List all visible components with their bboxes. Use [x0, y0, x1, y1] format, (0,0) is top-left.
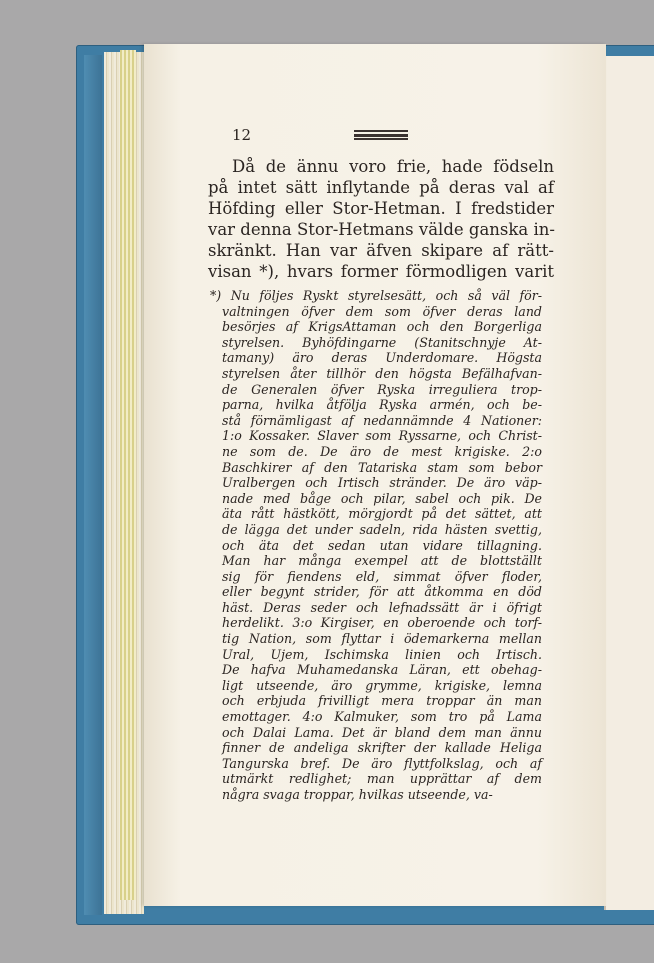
footnote-line: de lägga det under sadeln, rida hästen svettig,	[222, 521, 542, 537]
footnote-line: utmärkt redlighet; man upprättar af dem	[222, 771, 542, 787]
text-line: Då de ännu voro frie, hade födseln	[232, 157, 554, 176]
footnote-line: Tangurska bref. De äro flyttfolkslag, och af	[222, 755, 542, 771]
footnote-line: emottager. 4:o Kalmuker, som tro på Lama	[222, 709, 542, 725]
footnote-line: De hafva Muhamedanska Läran, ett obehag-	[222, 662, 542, 678]
footnote-line: finner de andeliga skrifter der kallade Heliga	[222, 740, 542, 756]
footnote-line: och Dalai Lama. Det är bland dem man ännu	[222, 724, 542, 740]
footnote-line: besörjes af KrigsAttaman och den Borgerliga	[222, 319, 542, 335]
footnote-line: tig Nation, som flyttar i ödemarkerna mellan	[222, 631, 542, 647]
text-line: skränkt. Han var äfven skipare af rätt-	[208, 241, 554, 260]
page-number: 12	[232, 126, 252, 144]
footnote-line: parna, hvilka åtfölja Ryska armén, och be-	[222, 397, 542, 413]
footnote-line: Uralbergen och Irtisch stränder. De äro väp-	[222, 475, 542, 491]
footnote-line: eller begynt strider, för att åtkomma en död	[222, 584, 542, 600]
header-ornament-rule	[354, 130, 408, 140]
footnote-line: valtningen öfver dem som öfver deras land	[222, 303, 542, 319]
footnote-line: häst. Deras seder och lefnadssätt är i öfrigt	[222, 599, 542, 615]
footnote-line: de Generalen öfver Ryska irreguliera trop-	[222, 381, 542, 397]
footnote-line: några svaga troppar, hvilkas utseende, va-	[222, 787, 493, 802]
footnote-line: stå förnämligast af nedannämnde 4 Nationer:	[222, 412, 542, 428]
main-paragraph	[208, 156, 554, 282]
footnote-line: ligt utseende, äro grymme, krigiske, lemna	[222, 677, 542, 693]
footnote-line: nade med båge och pilar, sabel och pik. De	[222, 490, 542, 506]
footnote-line: äta rått hästkött, mörgjordt på det sättet, att	[222, 506, 542, 522]
colored-page-edges	[120, 50, 136, 900]
book-spine-edge	[84, 55, 102, 915]
text-line: på intet sätt inflytande på deras val af	[208, 178, 554, 197]
footnote-line: sig för fiendens eld, simmat öfver floder,	[222, 568, 542, 584]
footnote-line: styrelsen åter tillhör den högsta Befälhafvan-	[222, 365, 542, 381]
footnote-line: *) Nu följes Ryskt styrelsesätt, och så väl för-	[210, 288, 542, 303]
text-line: visan *), hvars former förmodligen varit	[208, 262, 554, 281]
footnote-line: Ural, Ujem, Ischimska linien och Irtisch.	[222, 646, 542, 662]
text-line: var denna Stor-Hetmans välde ganska in-	[208, 220, 555, 239]
footnote-line: 1:o Kossaker. Slaver som Ryssarne, och Christ-	[222, 428, 542, 444]
facing-page-edge	[604, 56, 654, 910]
footnote-line: Baschkirer af den Tatariska stam som bebor	[222, 459, 542, 475]
footnote-line: styrelsen. Byhöfdingarne (Stanitschnyje At-	[222, 334, 542, 350]
book-page	[144, 44, 606, 906]
footnote-line: och äta det sedan utan vidare tillagning.	[222, 537, 542, 553]
footnote-line: herdelikt. 3:o Kirgiser, en oberoende och torf-	[222, 615, 542, 631]
text-line: Höfding eller Stor-Hetman. I fredstider	[208, 199, 554, 218]
footnote-line: och erbjuda frivilligt mera troppar än man	[222, 693, 542, 709]
footnote-line: tamany) äro deras Underdomare. Högsta	[222, 350, 542, 366]
footnote-line: ne som de. De äro de mest krigiske. 2:o	[222, 443, 542, 459]
footnote-line: Man har många exempel att de blottställt	[222, 553, 542, 569]
footnote	[210, 288, 542, 803]
